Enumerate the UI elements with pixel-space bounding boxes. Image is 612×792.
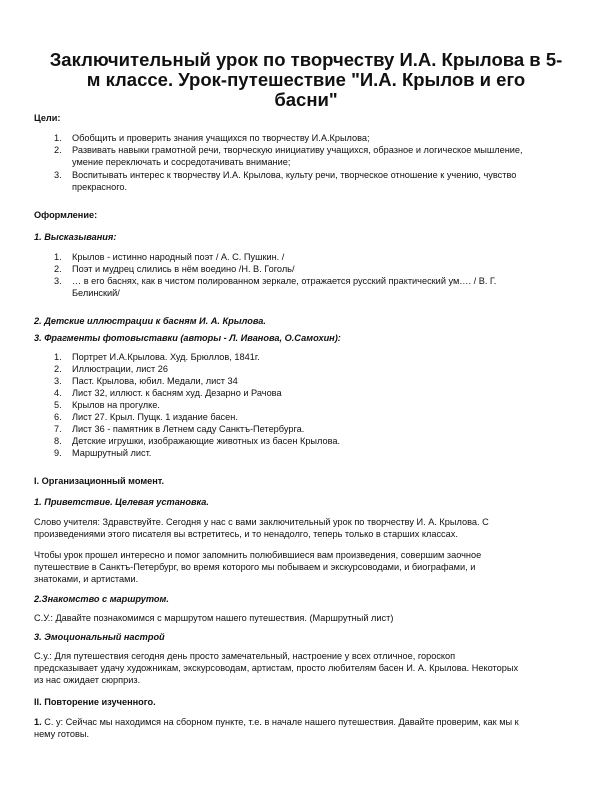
goal-text: Обобщить и проверить знания учащихся по творчеству И.А.Крылова; xyxy=(72,133,370,143)
quote-text: Белинский/ xyxy=(72,288,120,298)
section-2-item xyxy=(34,717,519,729)
photo-item: Иллюстрации, лист 26 xyxy=(72,364,168,374)
photo-item: Лист 36 - памятник в Летнем саду Санктъ-Петербурга. xyxy=(72,424,305,434)
quote-text: Крылов - истинно народный поэт / А. С. Пушкин. / xyxy=(72,252,285,262)
mood-text: предсказывает удачу художникам, экскурсоводам, артистам, просто любителям басен И. А. Крылова. Некоторых xyxy=(34,663,519,673)
teacher-text: Слово учителя: Здравствуйте. Сегодня у нас с вами заключительный урок по творчеству И. А. Крылова. С xyxy=(34,517,489,527)
photo-item: Крылов на прогулке. xyxy=(72,400,160,410)
mood-heading: 3. Эмоциональный настрой xyxy=(34,632,165,642)
goal-text: умение переключать и сосредотачивать внимание; xyxy=(72,157,291,167)
title-line-1: Заключительный урок по творчеству И.А. Крылова в 5- xyxy=(49,49,563,70)
intro-paragraph: знатоками, и артистами. xyxy=(34,574,139,584)
intro-paragraph: Чтобы урок прошел интересно и помог запомнить полюбившиеся вам произведения, совершим заочное xyxy=(34,550,482,560)
section-1-heading: I. Организационный момент. xyxy=(34,476,165,486)
photo-item: Детские игрушки, изображающие животных из басен Крылова. xyxy=(72,436,341,446)
quotes-heading: 1. Высказывания: xyxy=(34,232,117,242)
photo-item: Лист 27. Крыл. Пущк. 1 издание басен. xyxy=(72,412,238,422)
goal-number: 3. xyxy=(54,170,62,180)
quote-number: 2. xyxy=(54,264,62,274)
title-line-2: м классе. Урок-путешествие "И.А. Крылов и его xyxy=(86,69,526,90)
photo-number: 4. xyxy=(54,388,62,398)
quote-text: … в его баснях, как в чистом полированном зеркале, отражается русский практический ум…. / В. Г. xyxy=(72,276,497,286)
photo-number: 8. xyxy=(54,436,62,446)
photo-item: Маршрутный лист. xyxy=(72,448,152,458)
section-2-heading: II. Повторение изученного. xyxy=(34,697,156,707)
route-heading: 2.Знакомство с маршрутом. xyxy=(34,594,169,604)
goals-heading: Цели: xyxy=(34,113,61,123)
photo-item: Лист 32, иллюст. к басням худ. Дезарно и Рачова xyxy=(72,388,282,398)
page-title xyxy=(30,50,582,110)
quote-number: 1. xyxy=(54,252,62,262)
mood-text: из нас ожидает сюрприз. xyxy=(34,675,141,685)
photo-number: 9. xyxy=(54,448,62,458)
goal-text: Развивать навыки грамотной речи, творческую инициативу учащихся, образное и логическое мышление, xyxy=(72,145,523,155)
photo-number: 6. xyxy=(54,412,62,422)
goal-number: 1. xyxy=(54,133,62,143)
photo-number: 1. xyxy=(54,352,62,362)
photo-number: 3. xyxy=(54,376,62,386)
goal-text: Воспитывать интерес к творчеству И.А. Крылова, культу речи, творческое отношение к учению, чувство xyxy=(72,170,517,180)
section-2-item-text: С. у: Сейчас мы находимся на сборном пункте, т.е. в начале нашего путешествия. Давайте проверим, как мы к xyxy=(41,717,519,727)
photos-heading: 3. Фрагменты фотовыставки (авторы - Л. Иванова, О.Самохин): xyxy=(34,333,341,343)
goal-number: 2. xyxy=(54,145,62,155)
mood-text: С.у.: Для путешествия сегодня день просто замечательный, настроение у всех отличное, гороскоп xyxy=(34,651,456,661)
route-text: С.У.: Давайте познакомимся с маршрутом нашего путешествия. (Маршрутный лист) xyxy=(34,613,394,623)
title-line-3: басни" xyxy=(274,89,338,110)
quote-text: Поэт и мудрец слились в нём воедино /Н. В. Гоголь/ xyxy=(72,264,295,274)
intro-paragraph: путешествие в Санктъ-Петербург, во время которого мы побываем и экскурсоводами, и биографами, и xyxy=(34,562,476,572)
greeting-heading: 1. Приветствие. Целевая установка. xyxy=(34,497,209,507)
quote-number: 3. xyxy=(54,276,62,286)
design-heading: Оформление: xyxy=(34,210,98,220)
photo-number: 5. xyxy=(54,400,62,410)
photo-number: 7. xyxy=(54,424,62,434)
goal-text: прекрасного. xyxy=(72,182,128,192)
illustrations-heading: 2. Детские иллюстрации к басням И. А. Крылова. xyxy=(34,316,266,326)
section-2-item-number: 1. xyxy=(34,717,42,727)
teacher-text: произведениями этого писателя вы встретитесь, и то ненадолго, теперь только в старших классах. xyxy=(34,529,458,539)
photo-item: Паст. Крылова, юбил. Медали, лист 34 xyxy=(72,376,238,386)
photo-item: Портрет И.А.Крылова. Худ. Брюллов, 1841г. xyxy=(72,352,260,362)
photo-number: 2. xyxy=(54,364,62,374)
section-2-item-text: нему готовы. xyxy=(34,729,90,739)
